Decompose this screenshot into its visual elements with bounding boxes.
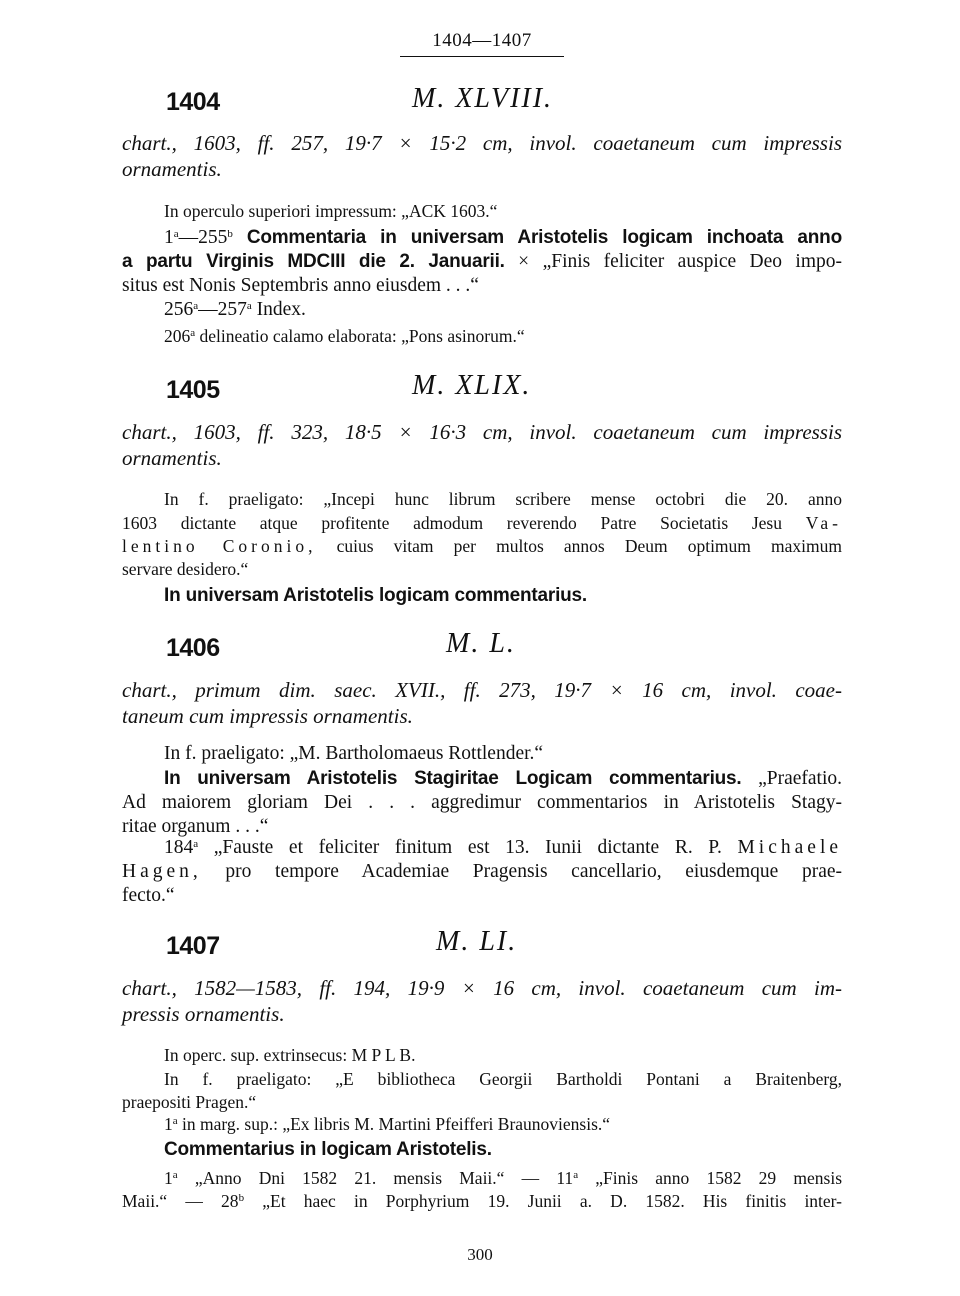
shelfmark: M. L. xyxy=(446,628,516,659)
content-line: 1$^a$—255$^b$ Commentaria in universam Aristotelis logicam inchoata anno xyxy=(164,227,842,248)
physical-description: chart., 1582—1583, ff. 194, 19·9 × 16 cm, invol. coaetaneum cum im- xyxy=(122,976,842,1000)
content-line: In operc. sup. extrinsecus: M P L B. xyxy=(164,1045,416,1065)
physical-description: chart., 1603, ff. 257, 19·7 × 15·2 cm, invol. coaetaneum cum impressis xyxy=(122,131,842,155)
running-head: 1404—1407 xyxy=(432,30,532,51)
entry-number: 1405 xyxy=(166,376,220,404)
running-head-rule xyxy=(400,56,564,57)
physical-description: ornamentis. xyxy=(122,157,222,181)
content-line: ritae organum . . .“ xyxy=(122,816,269,837)
physical-description: taneum cum impressis ornamentis. xyxy=(122,704,413,728)
work-title: In universam Aristotelis Stagiritae Logicam commentarius. xyxy=(164,768,742,789)
entry-number: 1406 xyxy=(166,634,220,662)
content-line: In f. praeligato: „E bibliotheca Georgii Bartholdi Pontani a Braitenberg, xyxy=(164,1069,842,1089)
physical-description: chart., 1603, ff. 323, 18·5 × 16·3 cm, invol. coaetaneum cum impressis xyxy=(122,420,842,444)
work-title: a partu Virginis MDCIII die 2. Januarii. xyxy=(122,251,505,272)
content-line: 256$^a$—257$^a$ Index. xyxy=(164,299,306,320)
page-number: 300 xyxy=(467,1245,493,1264)
content-line: fecto.“ xyxy=(122,885,175,906)
shelfmark: M. LI. xyxy=(436,926,518,957)
content-line: Ad maiorem gloriam Dei . . . aggredimur commentarios in Aristotelis Stagy- xyxy=(122,792,842,813)
physical-description: pressis ornamentis. xyxy=(122,1002,285,1026)
content-line: In universam Aristotelis Stagiritae Logicam commentarius. „Praefatio. xyxy=(164,768,842,789)
physical-description: ornamentis. xyxy=(122,446,222,470)
work-title: Commentaria in universam Aristotelis logicam inchoata anno xyxy=(246,227,842,248)
content-line: 206$^a$ delineatio calamo elaborata: „Pons asinorum.“ xyxy=(164,326,525,346)
content-line: 1$^a$ in marg. sup.: „Ex libris M. Martini Pfeifferi Braunoviensis.“ xyxy=(164,1114,611,1134)
content-line: Hagen, pro tempore Academiae Pragensis cancellario, eiusdemque prae- xyxy=(122,861,843,882)
work-title: In universam Aristotelis logicam commentarius. xyxy=(164,585,588,606)
shelfmark: M. XLIX. xyxy=(412,370,532,401)
content-line: 1$^a$ „Anno Dni 1582 21. mensis Maii.“ — 11$^a$ „Finis anno 1582 29 mensis xyxy=(164,1168,842,1188)
entry-number: 1407 xyxy=(166,932,220,960)
entry-number: 1404 xyxy=(166,88,220,116)
content-line: In f. praeligato: „M. Bartholomaeus Rottlender.“ xyxy=(164,743,544,764)
content-line: praepositi Pragen.“ xyxy=(122,1092,257,1112)
content-line: servare desidero.“ xyxy=(122,559,249,579)
content-line: situs est Nonis Septembris anno eiusdem . . .“ xyxy=(122,275,479,296)
content-line: Maii.“ — 28$^b$ „Et haec in Porphyrium 19. Junii a. D. 1582. His finitis inter- xyxy=(122,1191,842,1211)
content-line: 184$^a$ „Fauste et feliciter finitum est 13. Iunii dictante R. P. Michaele xyxy=(164,837,843,858)
content-line: In f. praeligato: „Incepi hunc librum scribere mense octobri die 20. anno xyxy=(164,489,842,509)
content-line: 1603 dictante atque profitente admodum reverendo Patre Societatis Jesu Va- xyxy=(122,513,842,533)
content-line: lentino Coronio, cuius vitam per multos annos Deum optimum maximum xyxy=(122,536,843,556)
content-line: a partu Virginis MDCIII die 2. Januarii. × „Finis feliciter auspice Deo impo- xyxy=(122,251,842,272)
shelfmark: M. XLVIII. xyxy=(412,83,554,114)
work-title: Commentarius in logicam Aristotelis. xyxy=(164,1139,492,1160)
physical-description: chart., primum dim. saec. XVII., ff. 273, 19·7 × 16 cm, invol. coae- xyxy=(122,678,842,702)
binding-note: In operculo superiori impressum: „ACK 1603.“ xyxy=(164,201,498,221)
